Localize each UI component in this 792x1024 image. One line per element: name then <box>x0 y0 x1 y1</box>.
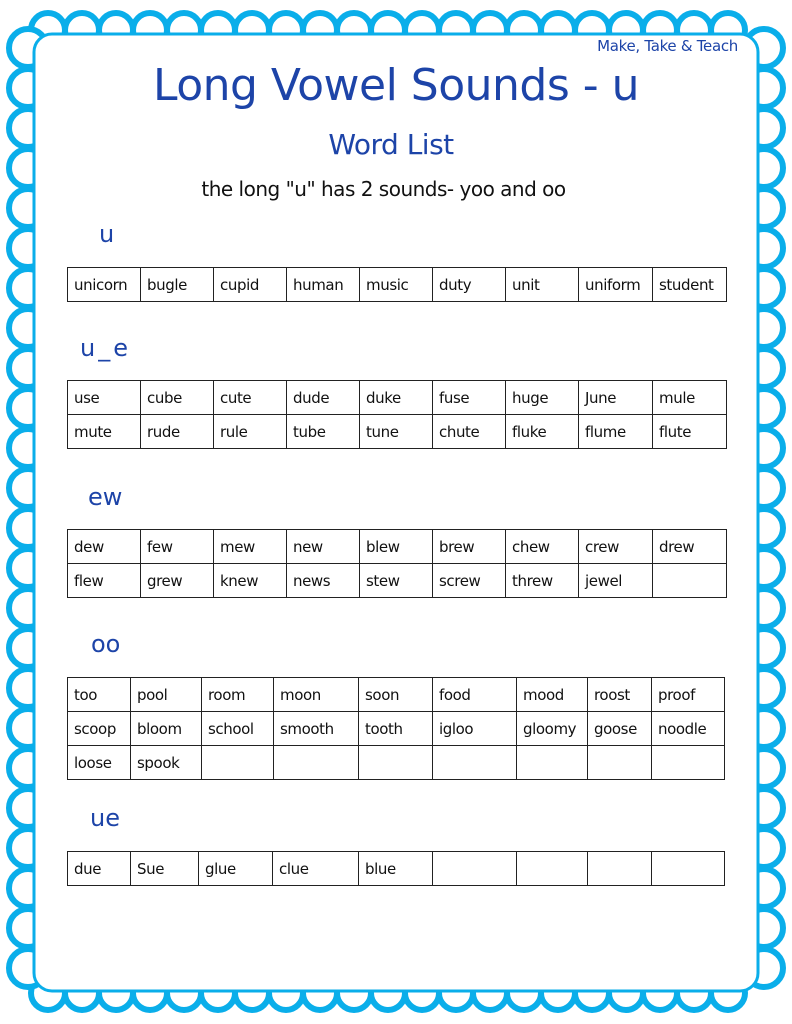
word-cell <box>433 746 517 780</box>
section-label-ue: ue <box>90 804 120 832</box>
word-table-ue <box>67 851 725 886</box>
word-cell: knew <box>214 564 287 598</box>
word-cell: flute <box>653 415 727 449</box>
word-cell: student <box>653 268 727 302</box>
word-cell: blue <box>359 852 433 886</box>
word-cell: screw <box>433 564 506 598</box>
table-row <box>68 712 725 746</box>
word-cell: dude <box>287 381 360 415</box>
word-cell: pool <box>131 678 202 712</box>
word-cell: drew <box>653 530 727 564</box>
word-cell: school <box>202 712 274 746</box>
word-cell <box>433 852 517 886</box>
word-cell: jewel <box>579 564 653 598</box>
table-row <box>68 381 727 415</box>
word-cell: due <box>68 852 131 886</box>
word-cell: duty <box>433 268 506 302</box>
word-cell: crew <box>579 530 653 564</box>
word-cell: mule <box>653 381 727 415</box>
word-cell: cupid <box>214 268 287 302</box>
word-cell: music <box>360 268 433 302</box>
word-cell: mute <box>68 415 141 449</box>
word-cell: blew <box>360 530 433 564</box>
word-cell <box>517 746 588 780</box>
page-subtitle: Word List <box>328 128 454 161</box>
word-cell: proof <box>652 678 725 712</box>
table-row <box>68 746 725 780</box>
word-cell: fluke <box>506 415 579 449</box>
word-cell: food <box>433 678 517 712</box>
intro-text: the long "u" has 2 sounds- yoo and oo <box>201 177 566 201</box>
word-cell: clue <box>273 852 359 886</box>
word-cell <box>359 746 433 780</box>
word-cell: tune <box>360 415 433 449</box>
word-cell: smooth <box>274 712 359 746</box>
section-label-oo: oo <box>91 630 121 658</box>
word-cell <box>653 564 727 598</box>
page-title: Long Vowel Sounds - u <box>152 60 640 111</box>
word-cell: fuse <box>433 381 506 415</box>
table-row <box>68 268 727 302</box>
word-cell: rule <box>214 415 287 449</box>
word-cell: too <box>68 678 131 712</box>
word-cell: bugle <box>141 268 214 302</box>
section-label-u: u <box>99 220 115 248</box>
word-cell: dew <box>68 530 141 564</box>
word-table-u-e <box>67 380 727 449</box>
word-cell: huge <box>506 381 579 415</box>
word-cell: chew <box>506 530 579 564</box>
word-cell: grew <box>141 564 214 598</box>
word-cell: bloom <box>131 712 202 746</box>
word-cell <box>517 852 588 886</box>
word-cell: flume <box>579 415 653 449</box>
word-cell: unit <box>506 268 579 302</box>
word-cell: duke <box>360 381 433 415</box>
brand-label: Make, Take & Teach <box>597 37 738 55</box>
table-row <box>68 852 725 886</box>
table-row <box>68 530 727 564</box>
word-cell: rude <box>141 415 214 449</box>
word-cell: glue <box>199 852 273 886</box>
word-cell: threw <box>506 564 579 598</box>
word-cell: June <box>579 381 653 415</box>
section-label-ew: ew <box>88 483 123 511</box>
word-cell: cute <box>214 381 287 415</box>
word-table-ew <box>67 529 727 598</box>
word-cell: uniform <box>579 268 653 302</box>
word-cell <box>274 746 359 780</box>
word-cell: tooth <box>359 712 433 746</box>
word-cell: human <box>287 268 360 302</box>
word-cell <box>202 746 274 780</box>
word-cell: room <box>202 678 274 712</box>
word-cell <box>588 746 652 780</box>
word-cell: moon <box>274 678 359 712</box>
word-cell: roost <box>588 678 652 712</box>
word-cell: noodle <box>652 712 725 746</box>
word-cell: Sue <box>131 852 199 886</box>
word-table-oo <box>67 677 725 780</box>
word-cell: cube <box>141 381 214 415</box>
section-label-u-e: u_e <box>80 334 131 362</box>
table-row <box>68 564 727 598</box>
word-cell: few <box>141 530 214 564</box>
word-cell: mew <box>214 530 287 564</box>
word-cell: flew <box>68 564 141 598</box>
word-cell: igloo <box>433 712 517 746</box>
table-row <box>68 678 725 712</box>
word-cell: unicorn <box>68 268 141 302</box>
word-cell: scoop <box>68 712 131 746</box>
word-cell: goose <box>588 712 652 746</box>
word-cell <box>588 852 652 886</box>
word-cell <box>652 746 725 780</box>
word-cell: spook <box>131 746 202 780</box>
word-cell: new <box>287 530 360 564</box>
word-cell <box>652 852 725 886</box>
word-cell: mood <box>517 678 588 712</box>
table-row <box>68 415 727 449</box>
word-cell: chute <box>433 415 506 449</box>
word-cell: brew <box>433 530 506 564</box>
word-cell: news <box>287 564 360 598</box>
word-cell: use <box>68 381 141 415</box>
word-cell: stew <box>360 564 433 598</box>
word-cell: tube <box>287 415 360 449</box>
word-cell: soon <box>359 678 433 712</box>
word-table-u <box>67 267 727 302</box>
word-cell: gloomy <box>517 712 588 746</box>
word-cell: loose <box>68 746 131 780</box>
